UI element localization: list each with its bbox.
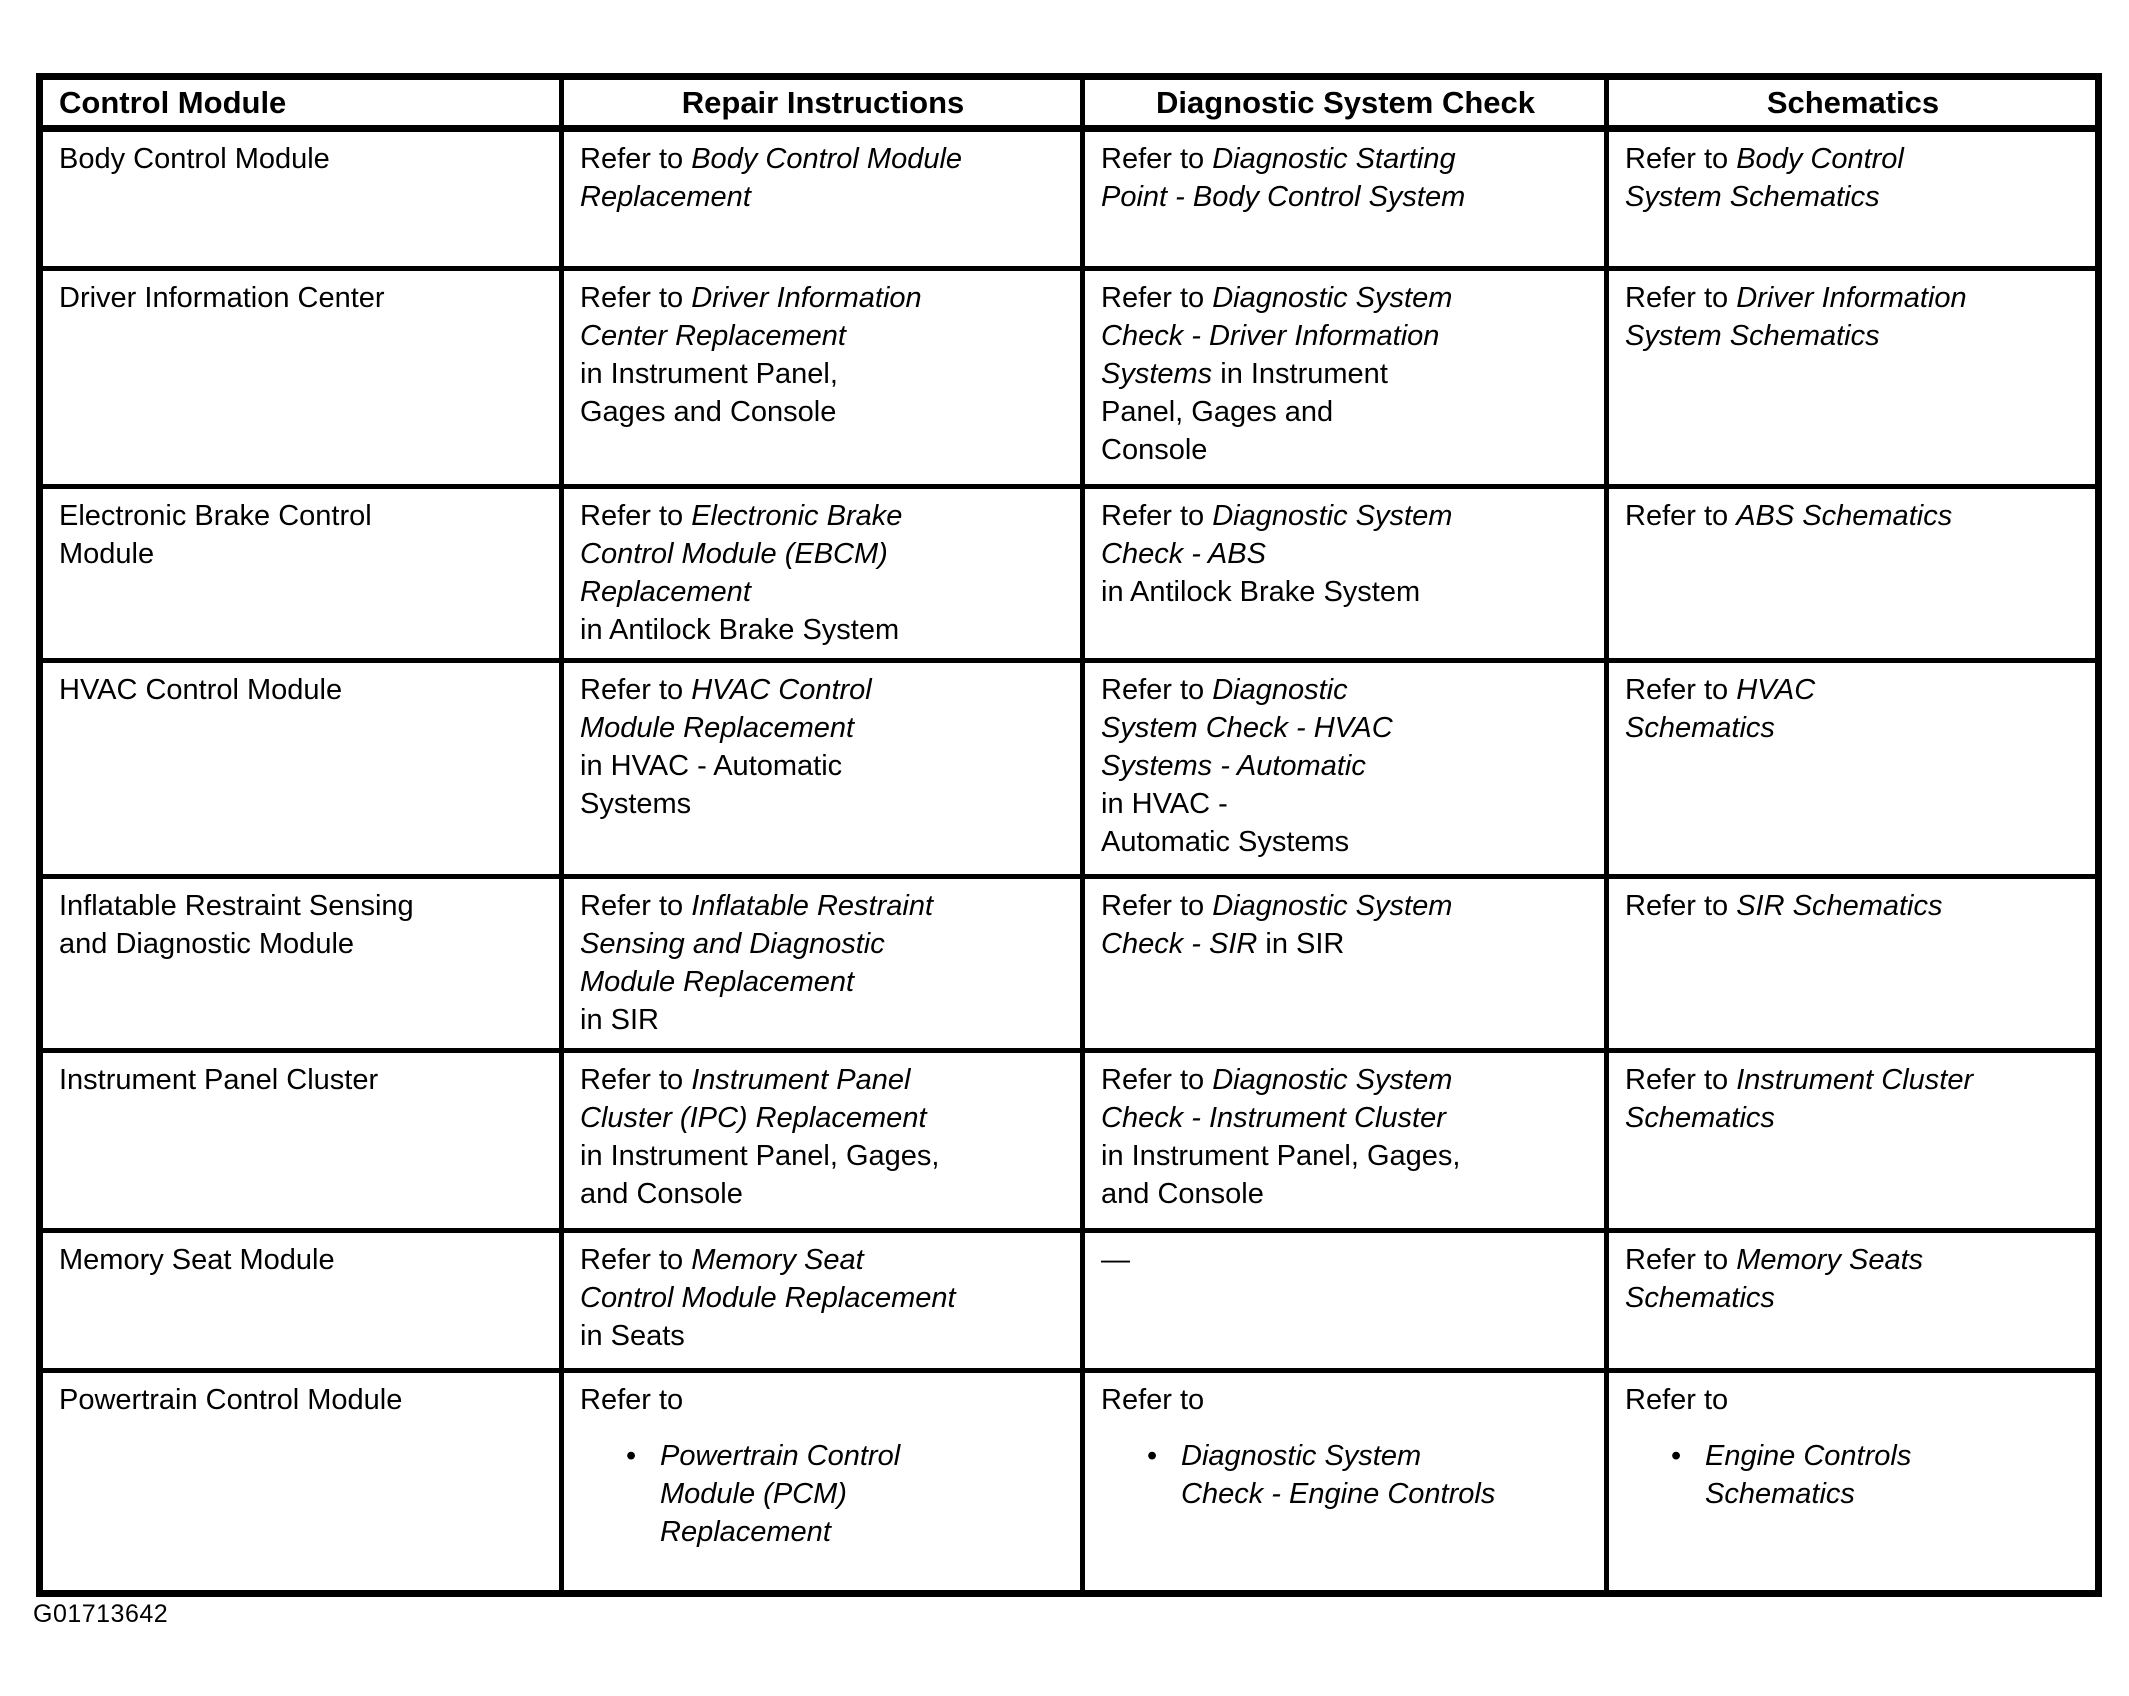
cell-text-line: Refer to Diagnostic <box>1101 674 1348 706</box>
table-cell <box>562 877 1083 1051</box>
table-cell <box>40 1231 562 1371</box>
cell-text-line: Refer to Driver Information <box>580 282 922 314</box>
modules-table <box>36 73 2102 1597</box>
figure-id: G01713642 <box>33 1600 169 1628</box>
table-cell <box>562 1051 1083 1231</box>
cell-text-line: Schematics <box>1705 1478 1855 1510</box>
cell-text-line: Schematics <box>1625 712 1775 744</box>
cell-text-line: Check - Engine Controls <box>1181 1478 1496 1510</box>
table-cell <box>1083 487 1607 661</box>
cell-text-line: Console <box>1101 434 1208 466</box>
table-row <box>40 129 2099 269</box>
table-header <box>40 77 2099 129</box>
table-cell <box>562 1231 1083 1371</box>
cell-text-line: Refer to Memory Seat <box>580 1244 864 1276</box>
cell-text-line: Refer to Diagnostic System <box>1101 890 1453 922</box>
cell-text-line: Gages and Console <box>580 396 837 428</box>
cell-text-line: Systems <box>580 788 692 820</box>
cell-text-line: Refer to <box>1101 1384 1205 1416</box>
table-cell <box>562 487 1083 661</box>
cell-text-line: in Antilock Brake System <box>1101 576 1421 608</box>
cell-text-line: Refer to SIR Schematics <box>1625 890 1943 922</box>
cell-text-line: Refer to Memory Seats <box>1625 1244 1924 1276</box>
table-row <box>40 269 2099 487</box>
table-cell <box>1083 661 1607 877</box>
cell-text-line: Cluster (IPC) Replacement <box>580 1102 927 1134</box>
table-cell <box>1607 1231 2099 1371</box>
cell-text-line: Check - ABS <box>1101 538 1266 570</box>
table-row <box>40 1051 2099 1231</box>
header-cell-control-module: Control Module <box>40 77 562 129</box>
cell-text-line: — <box>1101 1244 1130 1276</box>
table-cell <box>562 661 1083 877</box>
table-row <box>40 1231 2099 1371</box>
cell-text-line: Systems - Automatic <box>1101 750 1366 782</box>
cell-text-line: Refer to Diagnostic System <box>1101 500 1453 532</box>
cell-text-line: Refer to Diagnostic System <box>1101 282 1453 314</box>
cell-text-line: • Powertrain Control <box>580 1437 1066 1475</box>
cell-text-line: • Diagnostic System <box>1101 1437 1590 1475</box>
cell-text-line: in Seats <box>580 1320 685 1352</box>
cell-text-line: in Instrument Panel, Gages, <box>1101 1140 1461 1172</box>
cell-text-line: Module Replacement <box>580 712 855 744</box>
cell-text-line: Replacement <box>580 576 751 608</box>
cell-text-line: Refer to Instrument Cluster <box>1625 1064 1974 1096</box>
cell-text-line: Panel, Gages and <box>1101 396 1334 428</box>
cell-text-line: Check - Driver Information <box>1101 320 1440 352</box>
cell-text-line: Refer to Inflatable Restraint <box>580 890 934 922</box>
table-cell <box>562 269 1083 487</box>
cell-text-line: in HVAC - <box>1101 788 1228 820</box>
table-cell <box>1083 1231 1607 1371</box>
cell-text-line: and Console <box>580 1178 743 1210</box>
cell-text-line: Replacement <box>580 181 751 213</box>
table-cell <box>562 1371 1083 1594</box>
cell-text-line: HVAC Control Module <box>59 674 343 706</box>
table-cell <box>40 1371 562 1594</box>
cell-text-line: Refer to Electronic Brake <box>580 500 903 532</box>
table-cell <box>1083 129 1607 269</box>
table-cell <box>1083 877 1607 1051</box>
cell-text-line: Memory Seat Module <box>59 1244 335 1276</box>
cell-text-line: Module <box>59 538 155 570</box>
cell-text-line: Replacement <box>660 1516 831 1548</box>
header-cell-diagnostic-system-check: Diagnostic System Check <box>1083 77 1607 129</box>
table-cell <box>1607 1051 2099 1231</box>
table-cell <box>562 129 1083 269</box>
header-row <box>40 77 2099 129</box>
cell-text-line: and Diagnostic Module <box>59 928 355 960</box>
cell-text-line: in HVAC - Automatic <box>580 750 843 782</box>
cell-text-line: Check - Instrument Cluster <box>1101 1102 1446 1134</box>
table-cell <box>40 661 562 877</box>
cell-text-line: in Instrument Panel, <box>580 358 838 390</box>
cell-text-line: Refer to Driver Information <box>1625 282 1967 314</box>
table-cell <box>1607 269 2099 487</box>
table-cell <box>1607 661 2099 877</box>
table-cell <box>1083 269 1607 487</box>
cell-text-line: Automatic Systems <box>1101 826 1350 858</box>
table-cell <box>40 129 562 269</box>
cell-text-line: Module Replacement <box>580 966 855 998</box>
cell-text-line: Refer to Diagnostic System <box>1101 1064 1453 1096</box>
cell-text-line: Driver Information Center <box>59 282 385 314</box>
table-cell <box>1607 487 2099 661</box>
cell-text-line: Systems in Instrument <box>1101 358 1388 390</box>
header-cell-schematics: Schematics <box>1607 77 2099 129</box>
table-cell <box>40 1051 562 1231</box>
cell-text-line: Schematics <box>1625 1282 1775 1314</box>
table-cell <box>40 487 562 661</box>
table-cell <box>1607 1371 2099 1594</box>
cell-text-line: Control Module Replacement <box>580 1282 956 1314</box>
cell-text-line: System Schematics <box>1625 181 1880 213</box>
cell-text-line: Refer to ABS Schematics <box>1625 500 1953 532</box>
cell-text-line: in Antilock Brake System <box>580 614 900 646</box>
cell-text-line: System Schematics <box>1625 320 1880 352</box>
table-row <box>40 877 2099 1051</box>
table-cell <box>1083 1371 1607 1594</box>
cell-text-line: Refer to HVAC <box>1625 674 1816 706</box>
cell-text-line: Body Control Module <box>59 143 330 175</box>
cell-text-line: Inflatable Restraint Sensing <box>59 890 414 922</box>
table-cell <box>1607 129 2099 269</box>
cell-text-line: Electronic Brake Control <box>59 500 372 532</box>
cell-text-line: Control Module (EBCM) <box>580 538 888 570</box>
table-row <box>40 487 2099 661</box>
cell-text-line: System Check - HVAC <box>1101 712 1393 744</box>
table-row <box>40 661 2099 877</box>
cell-text-line: Refer to <box>1625 1384 1729 1416</box>
table-row <box>40 1371 2099 1594</box>
cell-text-line: • Engine Controls <box>1625 1437 2081 1475</box>
cell-text-line: Refer to Body Control <box>1625 143 1904 175</box>
cell-text-line: Check - SIR in SIR <box>1101 928 1345 960</box>
table-cell <box>1607 877 2099 1051</box>
cell-text-line: in SIR <box>580 1004 659 1036</box>
cell-text-line: Refer to <box>580 1384 684 1416</box>
table-cell <box>40 877 562 1051</box>
cell-text-line: Instrument Panel Cluster <box>59 1064 379 1096</box>
cell-text-line: Sensing and Diagnostic <box>580 928 885 960</box>
cell-text-line: Powertrain Control Module <box>59 1384 403 1416</box>
table-cell <box>1083 1051 1607 1231</box>
cell-text-line: and Console <box>1101 1178 1264 1210</box>
cell-text-line: Refer to Diagnostic Starting <box>1101 143 1456 175</box>
cell-text-line: Point - Body Control System <box>1101 181 1466 213</box>
table-body <box>40 129 2099 1594</box>
header-cell-repair-instructions: Repair Instructions <box>562 77 1083 129</box>
table-cell <box>40 269 562 487</box>
cell-text-line: Refer to HVAC Control <box>580 674 872 706</box>
cell-text-line: Schematics <box>1625 1102 1775 1134</box>
cell-text-line: in Instrument Panel, Gages, <box>580 1140 940 1172</box>
cell-text-line: Refer to Instrument Panel <box>580 1064 911 1096</box>
cell-text-line: Module (PCM) <box>660 1478 847 1510</box>
cell-text-line: Center Replacement <box>580 320 846 352</box>
cell-text-line: Refer to Body Control Module <box>580 143 963 175</box>
